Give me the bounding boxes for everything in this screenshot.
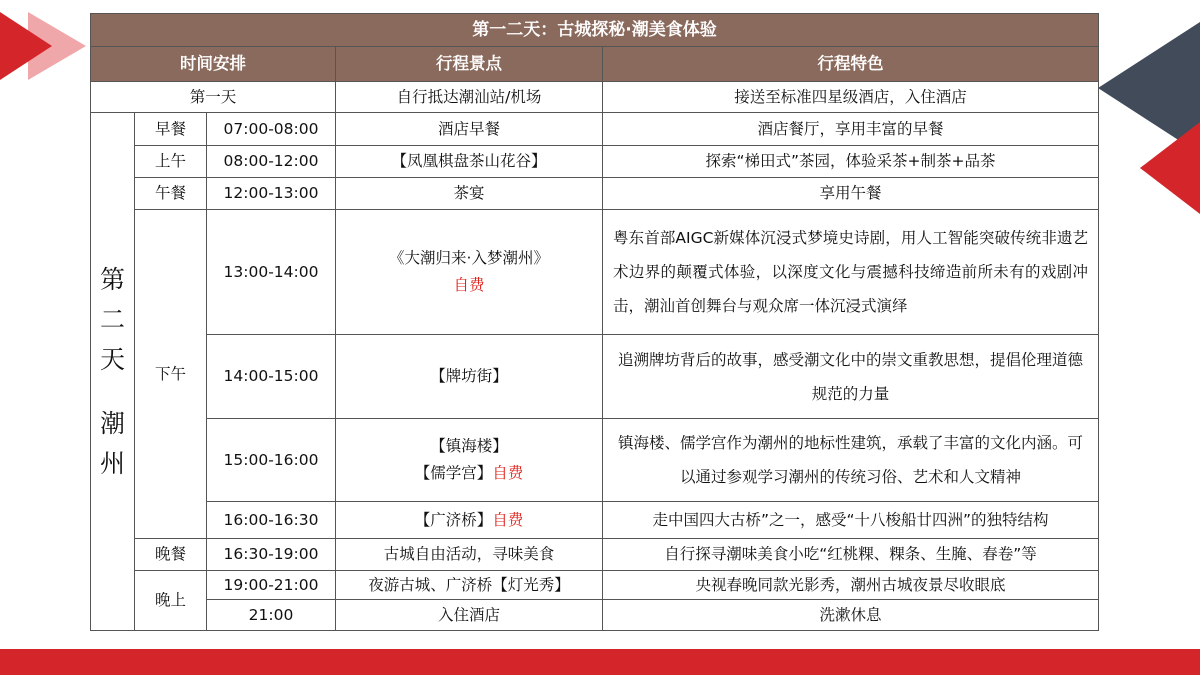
table-row	[91, 113, 1099, 146]
decor-triangle-red-left	[0, 12, 52, 80]
feature-hotel: 洗漱休息	[603, 600, 1099, 631]
day1-spot: 自行抵达潮汕站/机场	[336, 82, 603, 113]
period-lunch: 午餐	[135, 178, 207, 210]
time-dinner: 16:30-19:00	[207, 539, 336, 571]
spot-zhenhai-name: 【镇海楼】	[430, 437, 508, 456]
period-evening: 晚上	[135, 571, 207, 631]
day2-char: 州	[99, 448, 125, 478]
spot-show-name: 《大潮归来·入梦潮州》	[389, 249, 549, 268]
day2-char: 二	[99, 304, 125, 334]
time-morning: 08:00-12:00	[207, 146, 336, 178]
day2-char: 潮	[99, 408, 125, 438]
spot-ruxue-name: 【儒学宫】	[414, 464, 493, 482]
itinerary-table	[90, 13, 1099, 631]
period-afternoon: 下午	[135, 210, 207, 539]
spot-lunch: 茶宴	[336, 178, 603, 210]
table-title: 第一二天：古城探秘·潮美食体验	[91, 14, 1099, 47]
period-dinner: 晚餐	[135, 539, 207, 571]
time-show: 13:00-14:00	[207, 210, 336, 335]
day1-label: 第一天	[91, 82, 336, 113]
feature-show: 粤东首部AIGC新媒体沉浸式梦境史诗剧，用人工智能突破传统非遗艺术边界的颠覆式体验，以深度文化与震撼科技缔造前所未有的戏剧冲击，潮汕首创舞台与观众席一体沉浸式演绎	[603, 210, 1099, 335]
header-feature: 行程特色	[603, 47, 1099, 82]
spot-breakfast: 酒店早餐	[336, 113, 603, 146]
feature-paifang: 追溯牌坊背后的故事，感受潮文化中的崇文重教思想，提倡伦理道德规范的力量	[603, 335, 1099, 419]
time-paifang: 14:00-15:00	[207, 335, 336, 419]
feature-dinner: 自行探寻潮味美食小吃“红桃粿、粿条、生腌、春卷”等	[603, 539, 1099, 571]
feature-guangji: 走中国四大古桥”之一，感受“十八梭船廿四洲”的独特结构	[603, 502, 1099, 539]
feature-night-tour: 央视春晚同款光影秀，潮州古城夜景尽收眼底	[603, 571, 1099, 600]
spot-guangji-name: 【广济桥】	[414, 510, 493, 529]
period-breakfast: 早餐	[135, 113, 207, 146]
spot-morning: 【凤凰棋盘茶山花谷】	[336, 146, 603, 178]
spot-night-tour: 夜游古城、广济桥【灯光秀】	[336, 571, 603, 600]
fee-badge: 自费	[453, 276, 485, 294]
spot-guangji	[336, 502, 603, 539]
table-row	[91, 539, 1099, 571]
spot-paifang: 【牌坊街】	[336, 335, 603, 419]
spot-dinner: 古城自由活动，寻味美食	[336, 539, 603, 571]
fee-badge: 自费	[492, 464, 524, 482]
table-row	[91, 210, 1099, 335]
feature-lunch: 享用午餐	[603, 178, 1099, 210]
table-row	[91, 178, 1099, 210]
table-row	[91, 571, 1099, 600]
time-night-tour: 19:00-21:00	[207, 571, 336, 600]
decor-triangle-red-right	[1140, 122, 1200, 214]
feature-breakfast: 酒店餐厅，享用丰富的早餐	[603, 113, 1099, 146]
time-guangji: 16:00-16:30	[207, 502, 336, 539]
feature-zhenhai: 镇海楼、儒学宫作为潮州的地标性建筑，承载了丰富的文化内涵。可以通过参观学习潮州的传统习俗、艺术和人文精神	[603, 419, 1099, 502]
table-row	[91, 502, 1099, 539]
table-row	[91, 600, 1099, 631]
day2-char: 第	[99, 264, 125, 294]
spot-show	[336, 210, 603, 335]
time-breakfast: 07:00-08:00	[207, 113, 336, 146]
time-lunch: 12:00-13:00	[207, 178, 336, 210]
decor-bottom-bar	[0, 649, 1200, 675]
fee-badge: 自费	[492, 510, 524, 529]
day1-feature: 接送至标准四星级酒店，入住酒店	[603, 82, 1099, 113]
feature-morning: 探索“梯田式”茶园，体验采茶+制茶+品茶	[603, 146, 1099, 178]
time-hotel: 21:00	[207, 600, 336, 631]
day2-char: 天	[99, 344, 125, 374]
spot-hotel: 入住酒店	[336, 600, 603, 631]
table-row	[91, 82, 1099, 113]
header-time: 时间安排	[91, 47, 336, 82]
table-row	[91, 335, 1099, 419]
time-zhenhai: 15:00-16:00	[207, 419, 336, 502]
period-morning: 上午	[135, 146, 207, 178]
day2-vertical-label	[91, 113, 135, 631]
spot-zhenhai	[336, 419, 603, 502]
table-row	[91, 146, 1099, 178]
header-spot: 行程景点	[336, 47, 603, 82]
table-row	[91, 419, 1099, 502]
